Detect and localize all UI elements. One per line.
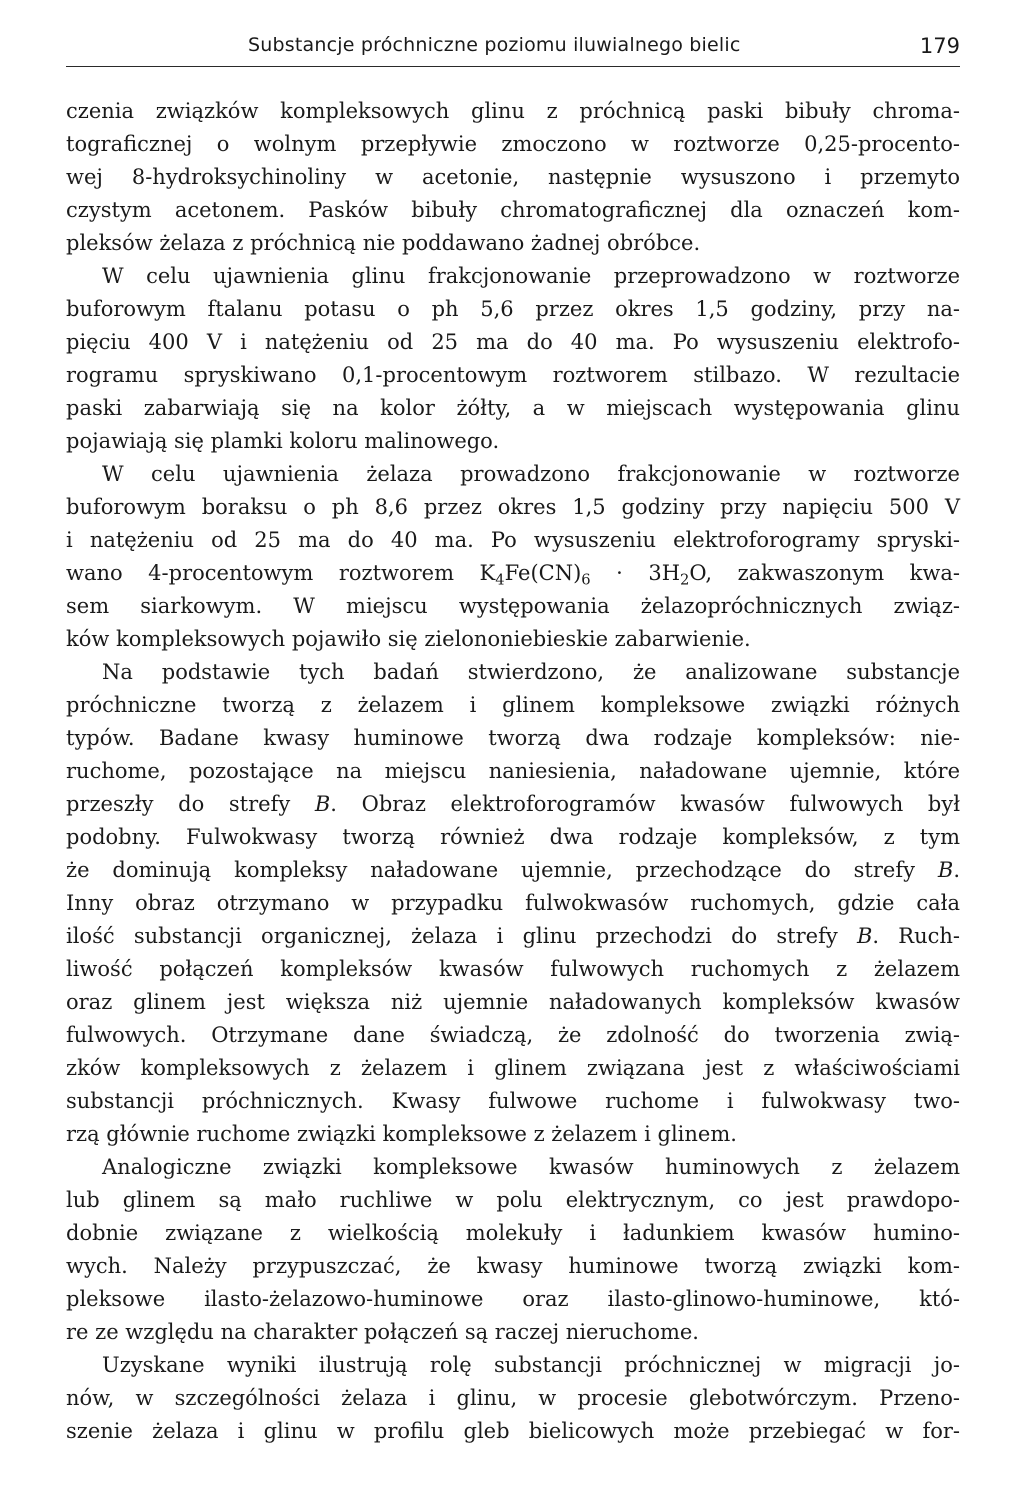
paragraph — [66, 458, 960, 656]
text-line: fulwowych. Otrzymane dane świadczą, że zdolność do tworzenia zwią- — [66, 1023, 960, 1047]
text-line: szenie żelaza i glinu w profilu gleb bielicowych może przebiegać w for- — [66, 1419, 960, 1443]
text-line: substancji próchnicznych. Kwasy fulwowe ruchome i fulwokwasy two- — [66, 1089, 960, 1113]
text-line: pleksów żelaza z próchnicą nie poddawano żadnej obróbce. — [66, 231, 701, 255]
text-line: rogramu spryskiwano 0,1-procentowym roztworem stilbazo. W rezultacie — [66, 363, 960, 387]
text-line: dobnie związane z wielkością molekuły i ładunkiem kwasów humino- — [66, 1221, 960, 1245]
text-line: W celu ujawnienia glinu frakcjonowanie przeprowadzono w roztworze — [102, 264, 960, 288]
text-line: próchniczne tworzą z żelazem i glinem kompleksowe związki różnych — [66, 693, 960, 717]
text-line: ruchome, pozostające na miejscu naniesienia, naładowane ujemnie, które — [66, 759, 960, 783]
text-line: podobny. Fulwokwasy tworzą również dwa rodzaje kompleksów, z tym — [66, 825, 960, 849]
text-line: czystym acetonem. Pasków bibuły chromatograficznej dla oznaczeń kom- — [66, 198, 960, 222]
text-line: buforowym ftalanu potasu o ph 5,6 przez okres 1,5 godziny, przy na- — [66, 297, 960, 321]
text-line: pleksowe ilasto-żelazowo-huminowe oraz ilasto-glinowo-huminowe, któ- — [66, 1287, 960, 1311]
text-line: ilość substancji organicznej, żelaza i glinu przechodzi do strefy B. Ruch- — [66, 924, 960, 948]
paragraph — [66, 1349, 960, 1448]
text-line: czenia związków kompleksowych glinu z próchnicą paski bibuły chroma- — [66, 99, 960, 123]
text-line: pojawiają się plamki koloru malinowego. — [66, 429, 500, 453]
paragraph — [66, 656, 960, 1151]
text-line: Na podstawie tych badań stwierdzono, że analizowane substancje — [102, 660, 960, 684]
paragraph — [66, 260, 960, 458]
text-line: że dominują kompleksy naładowane ujemnie, przechodzące do strefy B. — [66, 858, 960, 882]
text-line-formula: wano 4-procentowym roztworem $K_4Fe(CN)_6 \cdot 3H_2O$, zakwaszonym kwa- — [66, 561, 960, 589]
text-line: zków kompleksowych z żelazem i glinem związana jest z właściwościami — [66, 1056, 960, 1080]
text-line: liwość połączeń kompleksów kwasów fulwowych ruchomych z żelazem — [66, 957, 960, 981]
text-line: sem siarkowym. W miejscu występowania żelazopróchnicznych związ- — [66, 594, 960, 618]
text-line: Analogiczne związki kompleksowe kwasów huminowych z żelazem — [102, 1155, 960, 1179]
text-line: oraz glinem jest większa niż ujemnie naładowanych kompleksów kwasów — [66, 990, 960, 1014]
text-line: buforowym boraksu o ph 8,6 przez okres 1,5 godziny przy napięciu 500 V — [66, 495, 960, 519]
running-title: Substancje próchniczne poziomu iluwialnego bielic — [248, 34, 741, 56]
text-line: paski zabarwiają się na kolor żółty, a w miejscach występowania glinu — [66, 396, 960, 420]
paragraph — [66, 1151, 960, 1349]
text-line: wej 8-hydroksychinoliny w acetonie, następnie wysuszono i przemyto — [66, 165, 960, 189]
text-line: wych. Należy przypuszczać, że kwasy huminowe tworzą związki kom- — [66, 1254, 960, 1278]
text-line: Inny obraz otrzymano w przypadku fulwokwasów ruchomych, gdzie cała — [66, 891, 960, 915]
text-line: przeszły do strefy B. Obraz elektroforogramów kwasów fulwowych był — [66, 792, 961, 816]
text-line: i natężeniu od 25 ma do 40 ma. Po wysuszeniu elektroforogramy spryski- — [66, 528, 960, 552]
text-line: pięciu 400 V i natężeniu od 25 ma do 40 ma. Po wysuszeniu elektrofo- — [66, 330, 960, 354]
text-line: nów, w szczególności żelaza i glinu, w procesie glebotwórczym. Przeno- — [66, 1386, 960, 1410]
text-line: ków kompleksowych pojawiło się zielononiebieskie zabarwienie. — [66, 627, 751, 651]
text-line: re ze względu na charakter połączeń są raczej nieruchome. — [66, 1320, 699, 1344]
text-line: lub glinem są mało ruchliwe w polu elektrycznym, co jest prawdopo- — [66, 1188, 960, 1212]
running-header — [66, 26, 960, 67]
paragraph — [66, 95, 960, 260]
text-line: rzą głównie ruchome związki kompleksowe z żelazem i glinem. — [66, 1122, 737, 1146]
page-number: 179 — [919, 34, 960, 58]
text-line: W celu ujawnienia żelaza prowadzono frakcjonowanie w roztworze — [102, 462, 960, 486]
body-text — [66, 95, 960, 1448]
text-line: tograficznej o wolnym przepływie zmoczono w roztworze 0,25-procento- — [66, 132, 960, 156]
text-line: typów. Badane kwasy huminowe tworzą dwa rodzaje kompleksów: nie- — [66, 726, 960, 750]
text-line: Uzyskane wyniki ilustrują rolę substancji próchnicznej w migracji jo- — [102, 1353, 960, 1377]
